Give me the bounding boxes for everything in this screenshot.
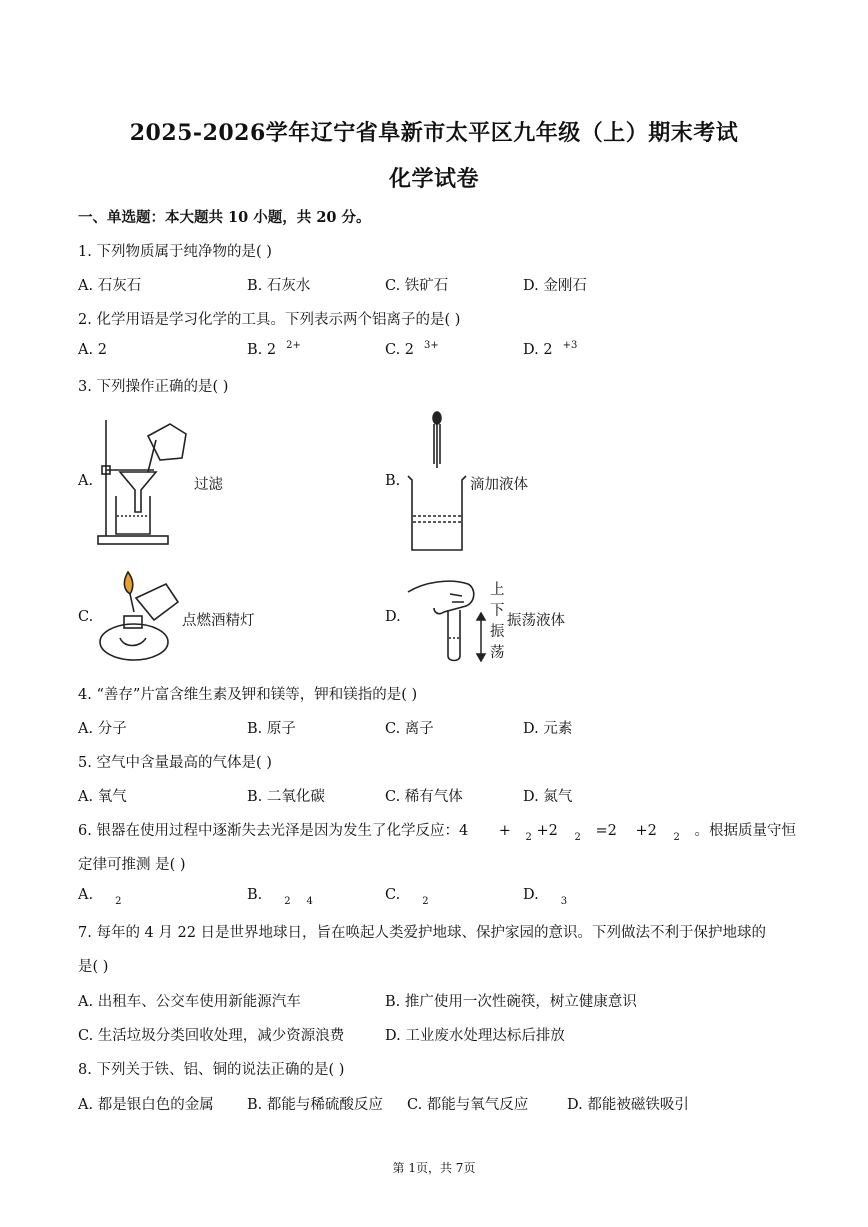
question-6-stem-line2: 定律可推测 是( ) xyxy=(78,857,186,873)
q6-eq-sub-2: 2 xyxy=(574,832,581,843)
shake-label-down: 下 xyxy=(490,603,505,619)
q2-option-d-label: D. 2 xyxy=(523,342,553,358)
q3-option-b: B. xyxy=(385,473,401,489)
q3-option-a: A. xyxy=(78,473,94,489)
q6-eq-sub-1: 2 xyxy=(525,832,532,843)
shake-label-swing: 荡 xyxy=(490,645,505,661)
q8-option-d: D. 都能被磁铁吸引 xyxy=(567,1097,689,1113)
q3-caption-b: 滴加液体 xyxy=(470,477,528,493)
q6-option-d xyxy=(523,887,568,907)
q6-option-a-sub: 2 xyxy=(115,896,122,907)
q2-option-c-label: C. 2 xyxy=(385,342,415,358)
shaking-test-tube-illustration xyxy=(404,572,478,664)
dropper-illustration xyxy=(404,408,468,554)
question-7-stem-line2: 是( ) xyxy=(78,959,109,975)
q6-option-c-label: C. xyxy=(385,887,401,903)
q8-option-c: C. 都能与氧气反应 xyxy=(407,1097,529,1113)
q2-option-d xyxy=(523,342,577,358)
page-title: 2025-2026学年辽宁省阜新市太平区九年级（上）期末考试 xyxy=(129,120,739,146)
q2-option-b-label: B. 2 xyxy=(247,342,277,358)
q6-option-a-label: A. xyxy=(78,887,94,903)
q1-option-b: B. 石灰水 xyxy=(247,278,311,294)
shake-label-vertical xyxy=(490,580,506,664)
q7-option-d: D. 工业废水处理达标后排放 xyxy=(385,1028,565,1044)
shake-label-shake: 振 xyxy=(490,624,505,640)
q4-option-b: B. 原子 xyxy=(247,721,296,737)
shake-label-up: 上 xyxy=(490,582,505,598)
page-subtitle: 化学试卷 xyxy=(388,166,479,192)
q2-option-a xyxy=(78,342,107,358)
q5-option-b: B. 二氧化碳 xyxy=(247,789,325,805)
q2-option-c-charge: 3+ xyxy=(424,340,439,351)
up-down-arrow-icon xyxy=(474,612,488,662)
q4-option-a: A. 分子 xyxy=(78,721,127,737)
q1-option-c: C. 铁矿石 xyxy=(385,278,449,294)
q1-option-a: A. 石灰石 xyxy=(78,278,142,294)
q6-option-a xyxy=(78,887,122,907)
q3-caption-c: 点燃酒精灯 xyxy=(182,613,255,629)
q2-option-c xyxy=(385,342,439,358)
q4-option-d: D. 元素 xyxy=(523,721,573,737)
q6-stem-tail: 。根据质量守恒 xyxy=(694,823,796,839)
q6-option-b-sub: 2 4 xyxy=(284,896,313,907)
q6-eq-term-4: +2 xyxy=(635,823,657,839)
q2-option-d-charge: +3 xyxy=(562,340,578,351)
q8-option-a: A. 都是银白色的金属 xyxy=(78,1097,214,1113)
question-3-stem: 3. 下列操作正确的是( ) xyxy=(78,379,229,395)
q7-option-a: A. 出租车、公交车使用新能源汽车 xyxy=(78,994,301,1010)
q6-option-c-sub: 2 xyxy=(422,896,429,907)
q3-option-c: C. xyxy=(78,609,94,625)
question-4-stem: 4. “善存”片富含维生素及钾和镁等，钾和镁指的是( ) xyxy=(78,687,418,703)
q6-option-c xyxy=(385,887,429,907)
q8-option-b: B. 都能与稀硫酸反应 xyxy=(247,1097,383,1113)
q6-stem-text: 6. 银器在使用过程中逐渐失去光泽是因为发生了化学反应：4 xyxy=(78,823,469,839)
q5-option-c: C. 稀有气体 xyxy=(385,789,463,805)
q2-option-b xyxy=(247,342,301,358)
q1-option-d: D. 金刚石 xyxy=(523,278,587,294)
question-1-stem: 1. 下列物质属于纯净物的是( ) xyxy=(78,244,272,260)
section-heading: 一、单选题：本大题共 10 小题，共 20 分。 xyxy=(78,209,371,226)
q5-option-a: A. 氧气 xyxy=(78,789,127,805)
question-7-stem-line1: 7. 每年的 4 月 22 日是世界地球日，旨在唤起人类爱护地球、保护家园的意识。下列做法不利于保护地球的 xyxy=(78,925,767,941)
question-6-stem-line1 xyxy=(78,819,796,843)
filtration-illustration xyxy=(96,412,192,548)
page-footer: 第 1页，共 7页 xyxy=(392,1161,476,1175)
q6-option-b-label: B. xyxy=(247,887,263,903)
q7-option-b: B. 推广使用一次性碗筷，树立健康意识 xyxy=(385,994,637,1010)
q6-option-b xyxy=(247,887,313,907)
q3-caption-d: 振荡液体 xyxy=(507,613,565,629)
q6-eq-sub-3: 2 xyxy=(673,832,680,843)
q7-option-c: C. 生活垃圾分类回收处理，减少资源浪费 xyxy=(78,1028,345,1044)
question-2-stem: 2. 化学用语是学习化学的工具。下列表示两个铝离子的是( ) xyxy=(78,312,461,328)
question-8-stem: 8. 下列关于铁、铝、铜的说法正确的是( ) xyxy=(78,1062,345,1078)
question-5-stem: 5. 空气中含量最高的气体是( ) xyxy=(78,755,272,771)
q6-option-d-label: D. xyxy=(523,887,539,903)
q6-eq-equals: =2 xyxy=(595,823,617,839)
q6-eq-plus: + xyxy=(498,823,511,839)
q3-option-d: D. xyxy=(385,609,401,625)
q2-option-b-charge: 2+ xyxy=(286,340,301,351)
q6-option-d-sub: 3 xyxy=(560,896,568,907)
q4-option-c: C. 离子 xyxy=(385,721,434,737)
alcohol-lamp-illustration xyxy=(94,568,186,664)
q5-option-d: D. 氮气 xyxy=(523,789,573,805)
q2-option-a-label: A. 2 xyxy=(78,342,107,358)
q6-eq-term-2: +2 xyxy=(536,823,558,839)
q3-caption-a: 过滤 xyxy=(194,477,223,493)
